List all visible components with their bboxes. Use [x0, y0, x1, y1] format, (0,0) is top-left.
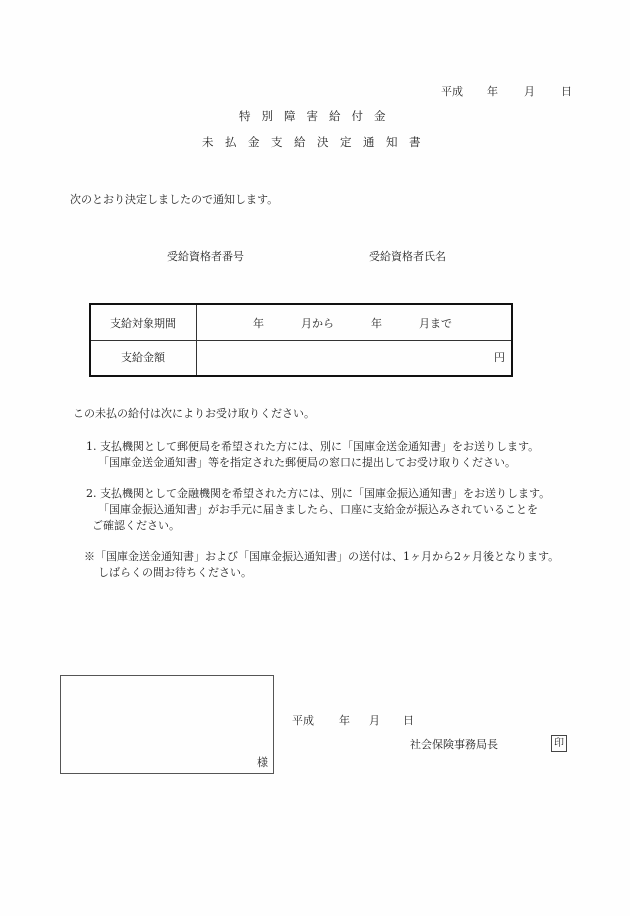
document-title-line2: 未払金支給決定通知書 [202, 135, 432, 149]
document-title-line1: 特別障害給付金 [239, 109, 397, 123]
issue-date-bottom [292, 715, 414, 726]
recipient-number-label: 受給資格者番号 [167, 250, 244, 263]
payment-period-label: 支給対象期間 [110, 317, 176, 330]
day-label: 日 [403, 714, 414, 727]
recipient-address-box [60, 675, 274, 774]
instruction-1-line1: 1. 支払機関として郵便局を希望された方には、別に「国庫金送金通知書」をお送りします。 [86, 440, 540, 453]
instruction-2-line3: ご確認ください。 [92, 519, 180, 532]
instruction-2-line2: 「国庫金振込通知書」がお手元に届きましたら、口座に支給金が振込みされていることを [98, 503, 538, 516]
period-to-month: 月まで [419, 317, 452, 330]
table-divider-horizontal [91, 340, 511, 341]
year-label: 年 [487, 85, 498, 98]
month-label: 月 [369, 714, 380, 727]
period-from-year: 年 [253, 317, 264, 330]
issue-date-top [441, 86, 572, 97]
month-label: 月 [524, 85, 535, 98]
instructions-lead: この未払の給付は次によりお受け取りください。 [73, 407, 315, 420]
period-to-year: 年 [371, 317, 382, 330]
intro-text: 次のとおり決定しましたので通知します。 [70, 193, 279, 206]
currency-yen: 円 [494, 351, 505, 364]
recipient-name-label: 受給資格者氏名 [369, 250, 446, 263]
era-label: 平成 [441, 85, 463, 98]
note-line1: ※「国庫金送金通知書」および「国庫金振込通知書」の送付は、1ヶ月から2ヶ月後となります。 [84, 550, 560, 563]
issuer-title: 社会保険事務局長 [410, 738, 498, 751]
era-label: 平成 [292, 714, 314, 727]
seal-stamp-icon: 印 [551, 735, 567, 752]
day-label: 日 [561, 85, 572, 98]
payment-table [89, 303, 513, 377]
year-label: 年 [339, 714, 350, 727]
note-line2: しばらくの間お待ちください。 [98, 566, 252, 579]
instruction-1-line2: 「国庫金送金通知書」等を指定された郵便局の窓口に提出してお受け取りください。 [98, 456, 516, 469]
payment-amount-label: 支給金額 [121, 351, 165, 364]
period-from-month: 月から [301, 317, 334, 330]
instruction-2-line1: 2. 支払機関として金融機関を希望された方には、別に「国庫金振込通知書」をお送りします。 [86, 487, 551, 500]
honorific-sama: 様 [257, 756, 268, 769]
